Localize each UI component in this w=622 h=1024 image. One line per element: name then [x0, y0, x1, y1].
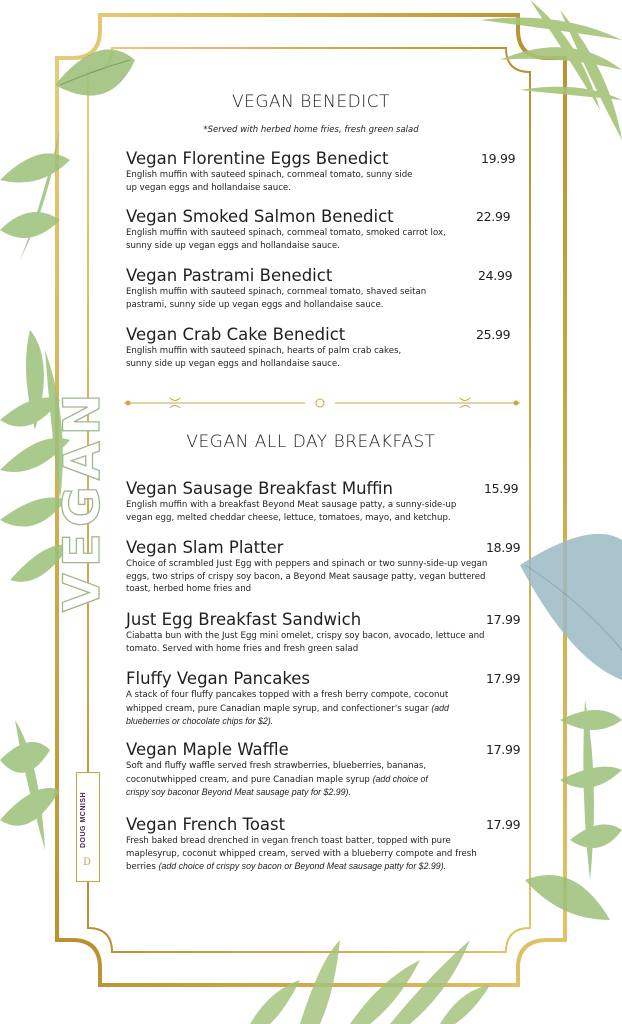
leaf-blue-right: [520, 534, 622, 680]
item-price: 25.99: [476, 327, 511, 342]
menu-item: [126, 815, 521, 874]
benedict-note: *Served with herbed home fries, fresh green salad: [203, 125, 419, 135]
item-description: [126, 835, 491, 874]
leaf-cluster-right-lower: [525, 700, 622, 920]
item-price: 17.99: [486, 817, 521, 832]
item-addon: (add choice of crispy soy bacon or Beyond Meat sausage patty for $2.99).: [158, 861, 447, 871]
item-price: 17.99: [486, 742, 521, 757]
item-name: Vegan Crab Cake Benedict: [126, 325, 346, 344]
item-name: Vegan Sausage Breakfast Muffin: [126, 479, 393, 498]
item-description: English muffin with a breakfast Beyond Meat sausage patty, a sunny-side-up vegan egg, melted cheddar cheese, lettuce, tomatoes, mayo, and ketchup.: [126, 500, 457, 523]
item-description-text: Fresh baked bread drenched in vegan french toast batter, topped with pure maplesyrup, coconut whipped cream, served with a blueberry compote and fresh berries: [126, 836, 477, 872]
side-vegan-label: VEGAN: [53, 387, 111, 612]
menu-item: [126, 479, 519, 524]
item-name: Vegan Pastrami Benedict: [126, 266, 333, 285]
item-price: 24.99: [478, 268, 513, 283]
item-description: English muffin with sauteed spinach, cornmeal tomato, smoked carrot lox, sunny side up vegan eggs and hollandaise sauce.: [126, 228, 446, 251]
menu-item: [126, 740, 521, 800]
item-description: [126, 689, 486, 729]
item-description-text: A stack of four fluffy pancakes topped with a fresh berry compote, coconut whipped cream, pure Canadian maple syrup, and confectioner's sugar: [126, 690, 449, 714]
item-price: 19.99: [481, 151, 516, 166]
logo-mark: D: [82, 857, 92, 868]
item-description: [126, 760, 436, 800]
leaf-cluster-top-right: [480, 0, 622, 140]
menu-item: [126, 149, 516, 194]
menu-item: [126, 610, 521, 655]
item-addon: (add blueberries or chocolate chips for $2).: [126, 702, 449, 726]
item-description: Ciabatta bun with the Just Egg mini omelet, crispy soy bacon, avocado, lettuce and tomato. Served with home fries and fresh green salad: [126, 631, 485, 654]
menu-item: [126, 207, 516, 252]
item-price: 18.99: [486, 540, 521, 555]
item-addon: (add choice of crispy soy baconor Beyond Meat sausage paty for $2.99).: [126, 773, 428, 797]
item-name: Fluffy Vegan Pancakes: [126, 669, 311, 688]
menu-item: [126, 538, 521, 596]
item-price: 15.99: [484, 481, 519, 496]
item-name: Vegan Florentine Eggs Benedict: [126, 149, 389, 168]
logo-text: DOUG MCNISH: [80, 791, 87, 848]
item-price: 17.99: [486, 612, 521, 627]
item-description: English muffin with sauteed spinach, hearts of palm crab cakes, sunny side up vegan eggs and hollandaise sauce.: [126, 346, 402, 369]
item-name: Vegan Maple Waffle: [126, 740, 289, 759]
item-price: 22.99: [476, 209, 511, 224]
item-description-text: Soft and fluffy waffle served fresh strawberries, blueberries, bananas, coconutwhipped cream, and pure Canadian maple syrup: [126, 761, 427, 785]
menu-item: [126, 325, 516, 370]
item-name: Vegan Smoked Salmon Benedict: [126, 207, 394, 226]
item-description: Choice of scrambled Just Egg with peppers and spinach or two sunny-side-up vegan eggs, two strips of crispy soy bacon, a Beyond Meat sausage patty, vegan buttered toast, herbed home fries and: [126, 559, 488, 594]
menu-item: [126, 669, 521, 729]
menu-item: [126, 266, 516, 311]
section-title-benedict: VEGAN BENEDICT: [232, 92, 390, 112]
section-title-breakfast: VEGAN ALL DAY BREAKFAST: [186, 432, 436, 452]
item-name: Vegan Slam Platter: [126, 538, 284, 557]
item-description: English muffin with sauteed spinach, cornmeal tomato, sunny side up vegan eggs and hollandaise sauce.: [126, 170, 413, 193]
item-name: Just Egg Breakfast Sandwich: [126, 610, 362, 629]
item-description: English muffin with sauteed spinach, cornmeal tomato, shaved seitan pastrami, sunny side up vegan eggs and hollandaise sauce.: [126, 287, 427, 310]
divider: [124, 398, 520, 408]
item-price: 17.99: [486, 671, 521, 686]
item-name: Vegan French Toast: [126, 815, 286, 834]
